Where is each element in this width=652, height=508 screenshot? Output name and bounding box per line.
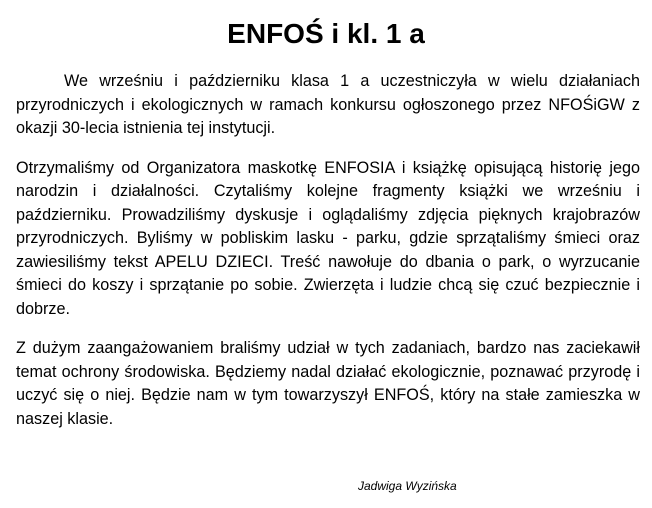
page-title: ENFOŚ i kl. 1 a [227,18,425,49]
document-body [16,70,640,447]
paragraph-conclusion: Z dużym zaangażowaniem braliśmy udział w tych zadaniach, bardzo nas zaciekawił temat ochrony środowiska. Będziemy nadal działać ekologicznie, poznawać przyrodę i uczyć się o niej. Będzie nam w tym towarzyszył ENFOŚ, który na stałe zamieszka w naszej klasie. [16,339,640,428]
paragraph-activities: Otrzymaliśmy od Organizatora maskotkę ENFOSIA i książkę opisującą historię jego narodzin i działalności. Czytaliśmy kolejne fragmenty książki we wrześniu i październiku. Prowadziliśmy dyskusje i oglądaliśmy zdjęcia pięknych krajobrazów przyrodniczych. Byliśmy w pobliskim lasku - parku, gdzie sprzątaliśmy śmieci oraz zawiesiliśmy tekst APELU DZIECI. Treść nawołuje do dbania o park, o wyrzucanie śmieci do koszy i sprzątanie po sobie. Zwierzęta i ludzie chcą się czuć bezpiecznie i dobrze. [16,158,640,318]
paragraph-intro: We wrześniu i październiku klasa 1 a uczestniczyła w wielu działaniach przyrodniczych i ekologicznych w ramach konkursu ogłoszonego przez NFOŚiGW z okazji 30-lecia istnienia tej instytucji. [16,72,640,137]
author-signature: Jadwiga Wyzińska [358,479,457,493]
